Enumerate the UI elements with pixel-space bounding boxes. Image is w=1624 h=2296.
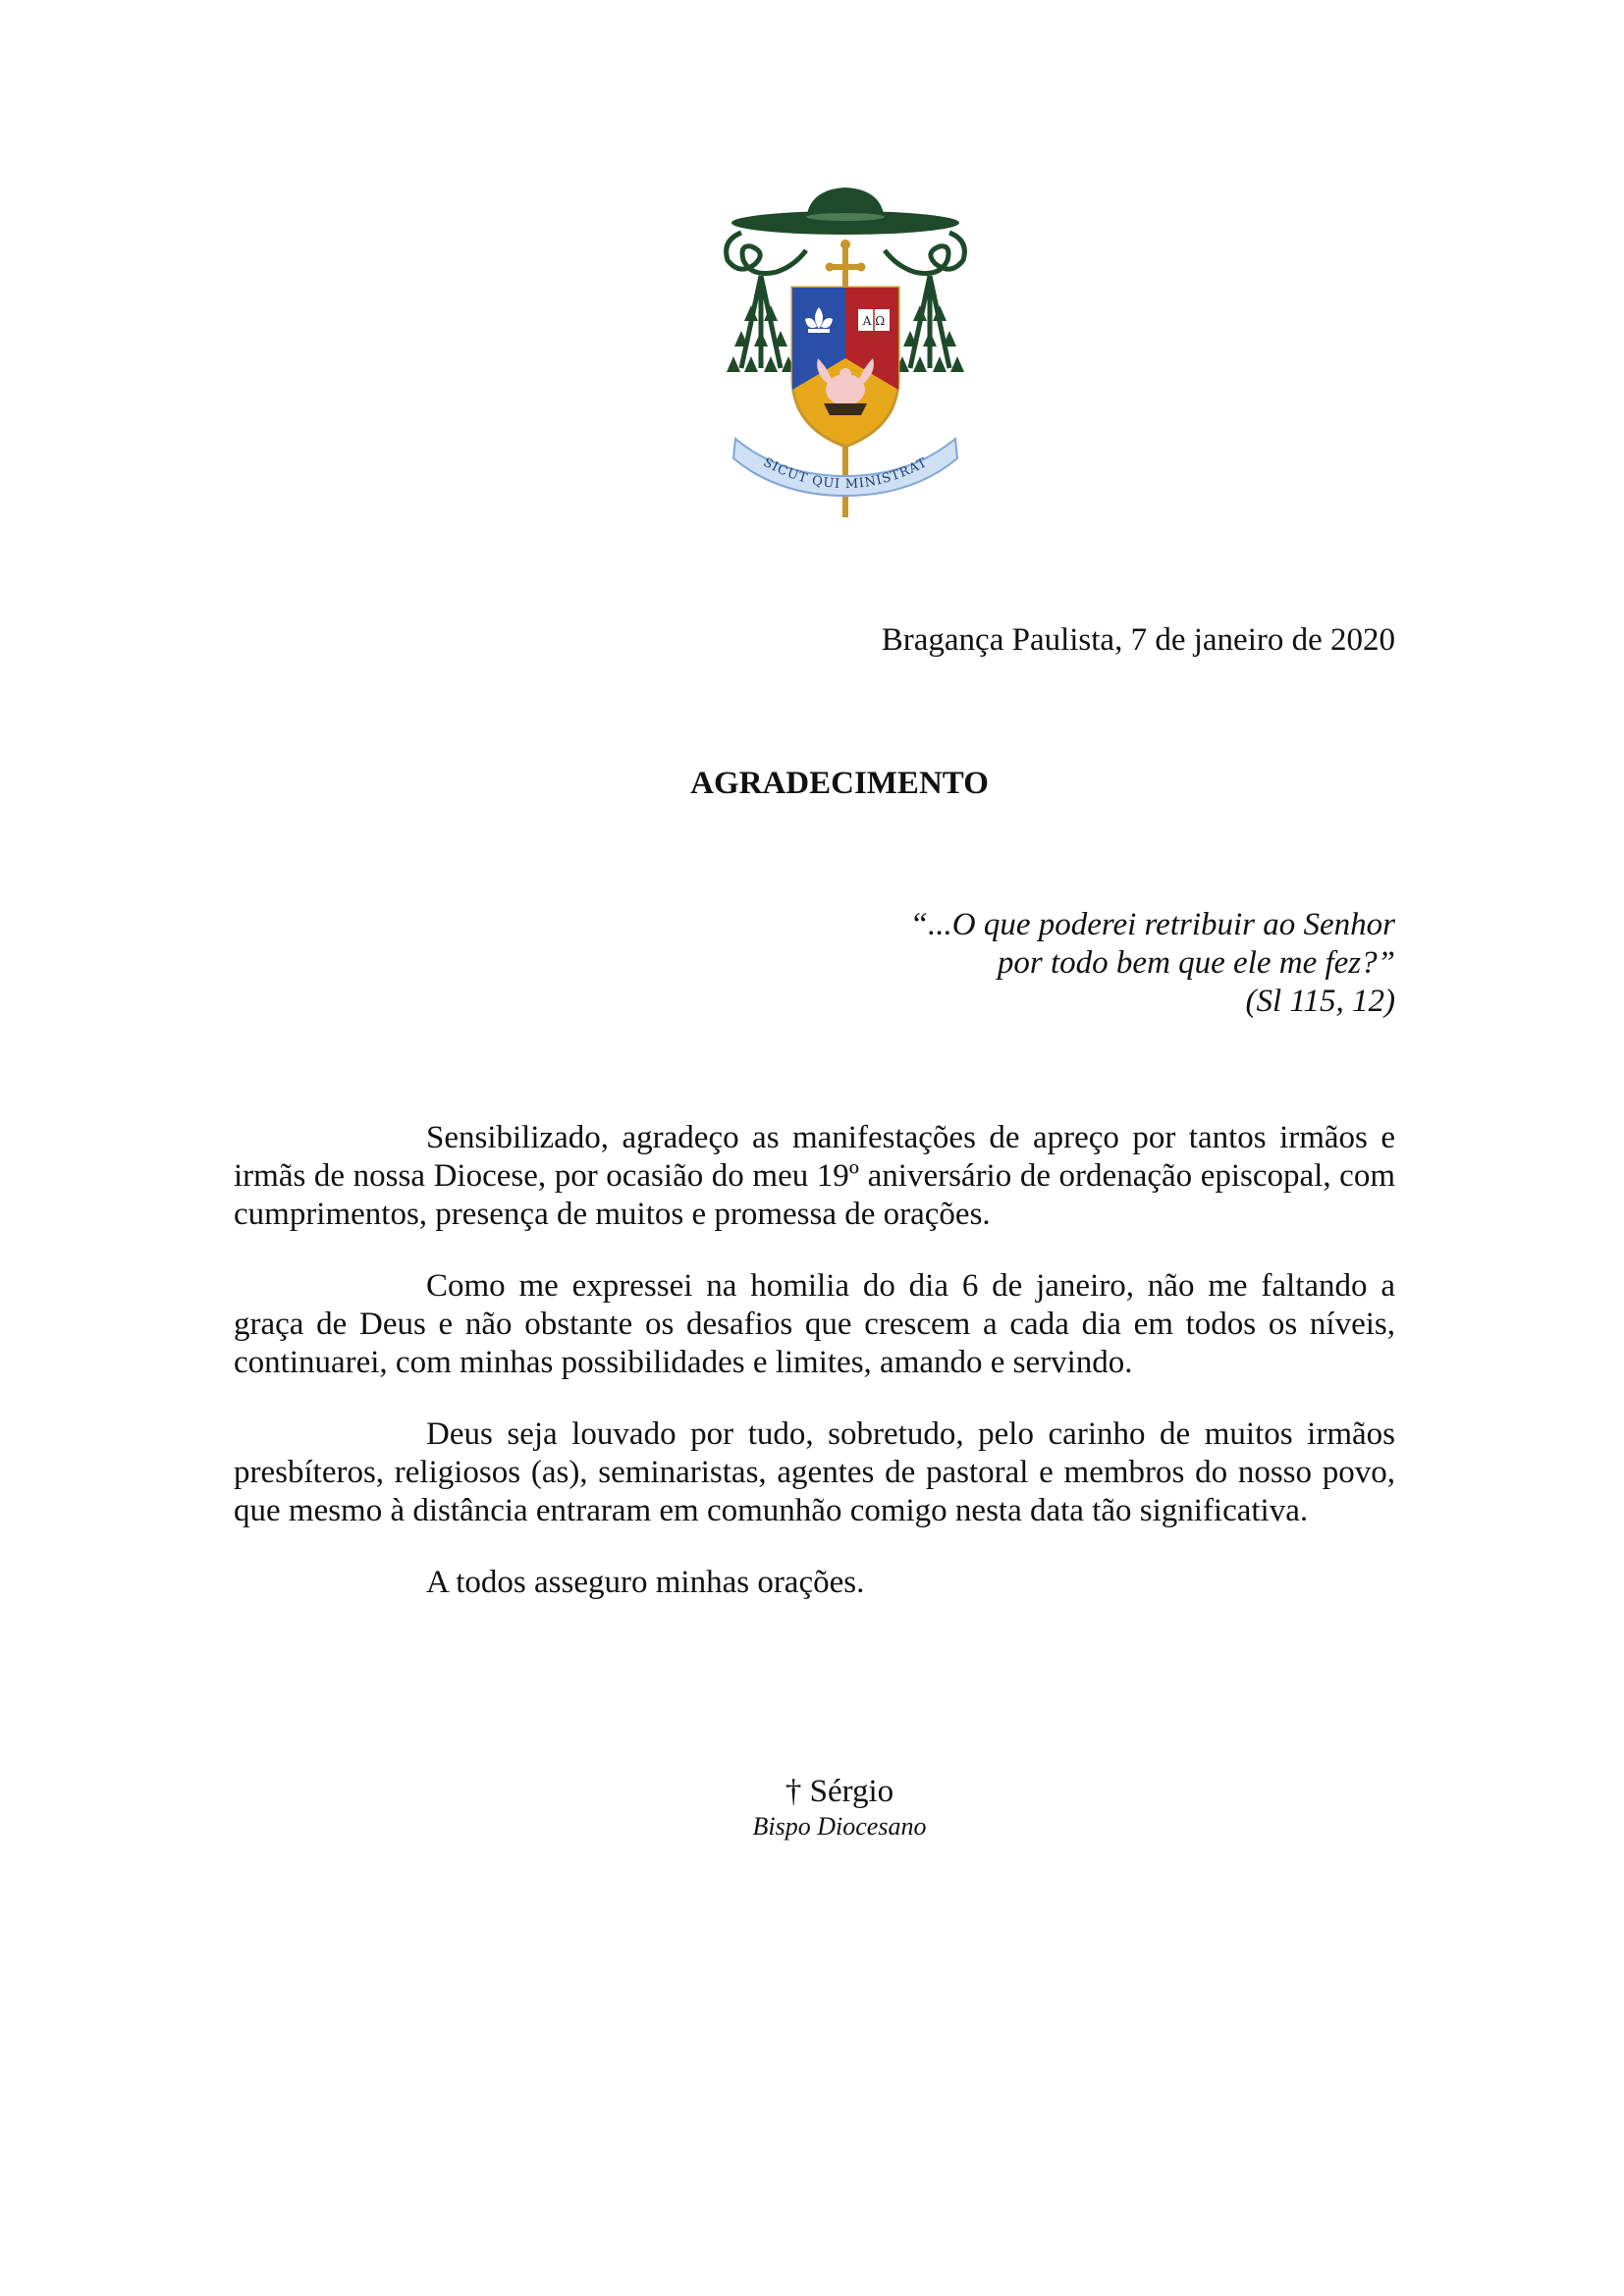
paragraph-2: Como me expressei na homilia do dia 6 de janeiro, não me faltando a graça de Deus e não obstante os desafios que crescem a cada dia em todos os níveis, continuarei, com minhas possibilidades e limites, amando e servindo. <box>234 1268 1395 1380</box>
epigraph-line-1: “...O que poderei retribuir ao Senhor <box>909 907 1395 942</box>
galero-hat-icon <box>731 187 959 235</box>
date-line: Bragança Paulista, 7 de janeiro de 2020 <box>881 622 1395 658</box>
book-letters: A Ω <box>862 314 886 328</box>
epigraph <box>910 906 1395 1021</box>
paragraph-3: Deus seja louvado por tudo, sobretudo, pelo carinho de muitos irmãos presbíteros, religiosos (as), seminaristas, agentes de pastoral e membros do nosso povo, que mesmo à distância entraram em comunhão comigo nesta data tão significativa. <box>234 1416 1395 1528</box>
signature-block <box>0 1772 1624 1842</box>
motto-text: SICUT QUI MINISTRAT <box>760 454 931 493</box>
paragraph-1: Sensibilizado, agradeço as manifestações de apreço por tantos irmãos e irmãs de nossa Diocese, por ocasião do meu 19º aniversário de ordenação episcopal, com cumprimentos, presença de muitos e promessa de orações. <box>234 1120 1395 1232</box>
signature-role: Bispo Diocesano <box>752 1812 927 1841</box>
epigraph-reference: (Sl 115, 12) <box>1245 984 1395 1019</box>
signature-name: † Sérgio <box>785 1774 894 1809</box>
letter-title: AGRADECIMENTO <box>690 766 989 801</box>
paragraph-4: A todos asseguro minhas orações. <box>426 1565 865 1600</box>
shield-icon <box>792 288 898 447</box>
coat-of-arms-logo <box>722 182 969 525</box>
epigraph-line-2: por todo bem que ele me fez?” <box>997 945 1395 981</box>
letter-body <box>234 1119 1395 1635</box>
